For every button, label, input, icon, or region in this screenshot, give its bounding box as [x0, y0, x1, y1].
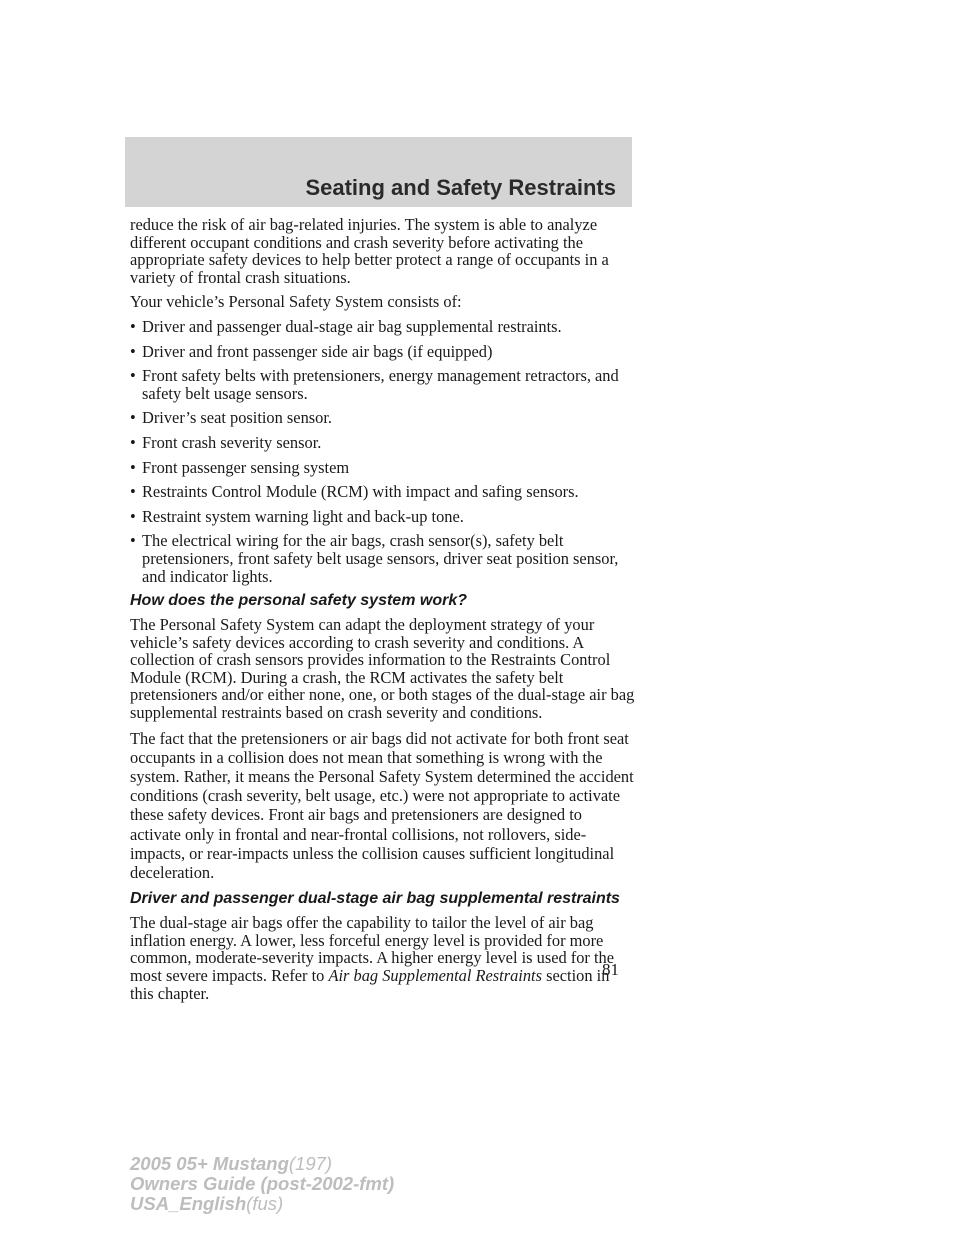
footer-line-3: USA_English(fus)	[130, 1193, 284, 1214]
consists-of-paragraph: Your vehicle’s Personal Safety System consists of:	[130, 292, 462, 312]
list-item: • Front safety belts with pretensioners, energy management retractors, and safety belt usage sensors.	[130, 366, 619, 403]
heading-dual-stage: Driver and passenger dual-stage air bag supplemental restraints	[130, 890, 620, 908]
intro-paragraph: reduce the risk of air bag-related injuries. The system is able to analyze different occupant conditions and crash severity before activating the appropriate safety devices to help better protect a range of occupants in a variety of frontal crash situations.	[130, 215, 609, 287]
list-item: • Driver’s seat position sensor.	[130, 408, 332, 428]
page-content	[130, 216, 635, 1009]
paragraph-dual-stage: The dual-stage air bags offer the capability to tailor the level of air bag inflation energy. A lower, less forceful energy level is provided for more common, moderate-severity impacts. A higher energy level is used for the most severe impacts. Refer to Air bag Supplemental Restraints section in this chapter.	[130, 913, 614, 1003]
bullet-icon: •	[130, 457, 136, 477]
list-item: • Front crash severity sensor.	[130, 432, 322, 452]
paragraph-how-it-works-1: The Personal Safety System can adapt the deployment strategy of your vehicle’s safety devices according to crash severity and conditions. A collection of crash sensors provides information to the Restraints Control Module (RCM). During a crash, the RCM activates the safety belt pretensioners and/or either none, one, or both stages of the dual-stage air bag supplemental restraints based on crash severity and conditions.	[130, 615, 635, 723]
components-list	[130, 318, 635, 585]
bullet-icon: •	[130, 482, 136, 502]
footer-line-2: Owners Guide (post-2002-fmt)	[130, 1173, 395, 1194]
list-item: • Restraint system warning light and back-up tone.	[130, 506, 464, 526]
list-item: • The electrical wiring for the air bags, crash sensor(s), safety belt pretensioners, front safety belt usage sensors, driver seat position sensor, and indicator lights.	[130, 531, 619, 586]
section-title: Seating and Safety Restraints	[305, 175, 616, 200]
cross-reference: Air bag Supplemental Restraints	[328, 966, 542, 986]
list-item: • Restraints Control Module (RCM) with impact and safing sensors.	[130, 482, 579, 502]
footer-line-1: 2005 05+ Mustang(197)	[130, 1153, 333, 1174]
document-footer	[130, 1154, 394, 1214]
section-header-band	[125, 137, 632, 207]
bullet-icon: •	[130, 531, 136, 551]
bullet-icon: •	[130, 341, 136, 361]
bullet-icon: •	[130, 316, 136, 336]
list-item: • Front passenger sensing system	[130, 457, 350, 477]
bullet-icon: •	[130, 408, 136, 428]
heading-how-it-works: How does the personal safety system work?	[130, 592, 467, 610]
paragraph-how-it-works-2: The fact that the pretensioners or air bags did not activate for both front seat occupants in a collision does not mean that something is wrong with the system. Rather, it means the Personal Safety System determined the accident conditions (crash severity, belt usage, etc.) were not appropriate to activate these safety devices. Front air bags and pretensioners are designed to activate only in frontal and near-frontal collisions, not rollovers, side-impacts, or rear-impacts unless the collision causes sufficient longitudinal deceleration.	[130, 728, 634, 883]
list-item: • Driver and front passenger side air bags (if equipped)	[130, 341, 493, 361]
bullet-icon: •	[130, 366, 136, 386]
bullet-icon: •	[130, 432, 136, 452]
list-item: • Driver and passenger dual-stage air bag supplemental restraints.	[130, 316, 562, 336]
page-number: 81	[602, 960, 619, 979]
bullet-icon: •	[130, 506, 136, 526]
